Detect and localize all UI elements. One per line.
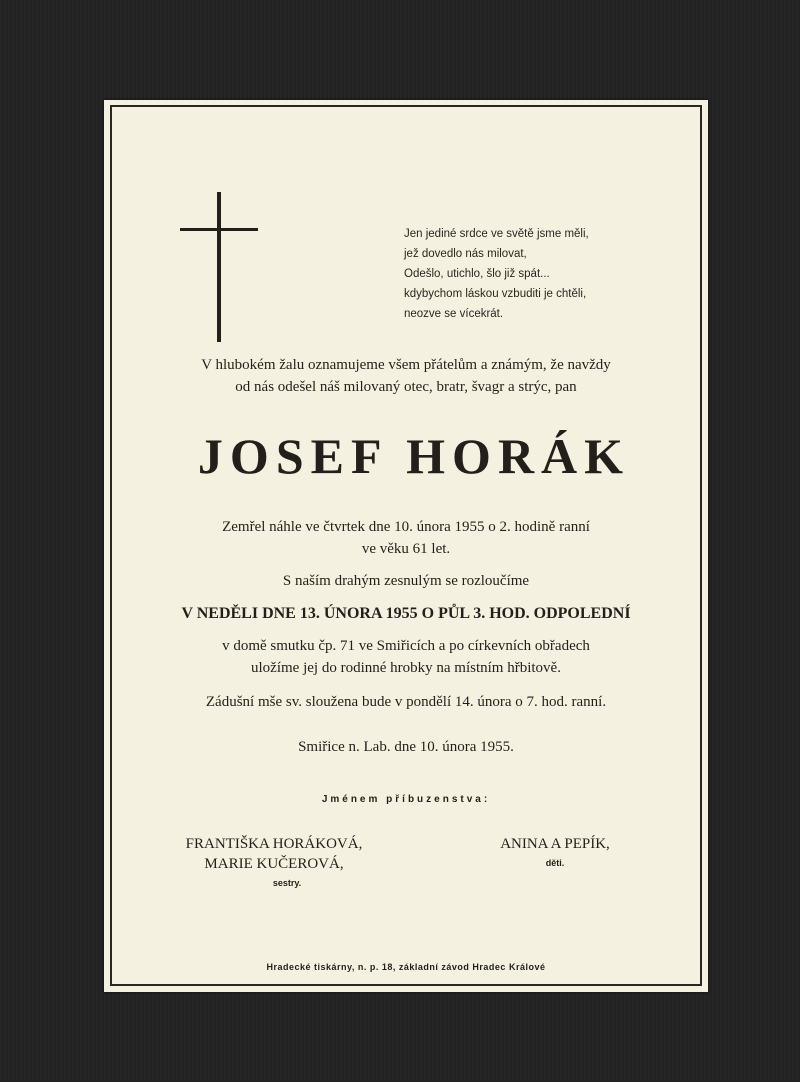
signatory-name: MARIE KUČEROVÁ, bbox=[204, 856, 344, 872]
poem-line: Jen jediné srdce ve světě jsme měli, bbox=[404, 228, 589, 240]
intro-line: od nás odešel náš milovaný otec, bratr, švagr a strýc, pan bbox=[235, 379, 577, 395]
funeral-date: V NEDĚLI DNE 13. ÚNORA 1955 O PŮL 3. HOD. ODPOLEDNÍ bbox=[181, 605, 631, 622]
family-heading: Jménem příbuzenstva: bbox=[321, 794, 491, 805]
deceased-name: JOSEF HORÁK bbox=[197, 428, 631, 484]
funeral-location bbox=[104, 635, 708, 679]
death-line: Zemřel náhle ve čtvrtek dne 10. února 1955 o 2. hodině ranní bbox=[222, 519, 590, 535]
death-details bbox=[104, 516, 708, 560]
signatory-name: ANINA A PEPÍK, bbox=[500, 836, 610, 852]
poem-line: jež dovedlo nás milovat, bbox=[404, 248, 527, 260]
announcement-intro bbox=[104, 354, 708, 398]
signatory-name: FRANTIŠKA HORÁKOVÁ, bbox=[185, 836, 363, 852]
cross-horizontal-bar bbox=[180, 228, 258, 231]
poem-line: neozve se vícekrát. bbox=[404, 308, 504, 320]
intro-line: V hlubokém žalu oznamujeme všem přátelům a známým, že navždy bbox=[201, 357, 611, 373]
death-line: ve věku 61 let. bbox=[361, 541, 451, 557]
memorial-poem bbox=[404, 224, 654, 324]
location-line: uložíme jej do rodinné hrobky na místním hřbitově. bbox=[251, 660, 561, 676]
poem-line: Odešlo, utichlo, šlo již spát... bbox=[404, 268, 550, 280]
place-and-date: Smiřice n. Lab. dne 10. února 1955. bbox=[298, 739, 514, 755]
signatories-children bbox=[480, 834, 630, 870]
requiem-mass: Zádušní mše sv. sloužena bude v pondělí 14. února o 7. hod. ranní. bbox=[205, 694, 607, 710]
obituary-notice bbox=[104, 100, 708, 992]
signatory-role: děti. bbox=[545, 858, 565, 868]
signatory-role: sestry. bbox=[272, 878, 302, 888]
farewell-line: S naším drahým zesnulým se rozloučíme bbox=[282, 573, 530, 589]
poem-line: kdybychom láskou vzbuditi je chtěli, bbox=[404, 288, 587, 300]
cross-vertical-bar bbox=[217, 192, 221, 342]
printer-imprint: Hradecké tiskárny, n. p. 18, základní závod Hradec Králové bbox=[266, 962, 546, 972]
location-line: v domě smutku čp. 71 ve Smiřicích a po církevních obřadech bbox=[222, 638, 590, 654]
signatories-sisters bbox=[174, 834, 374, 890]
